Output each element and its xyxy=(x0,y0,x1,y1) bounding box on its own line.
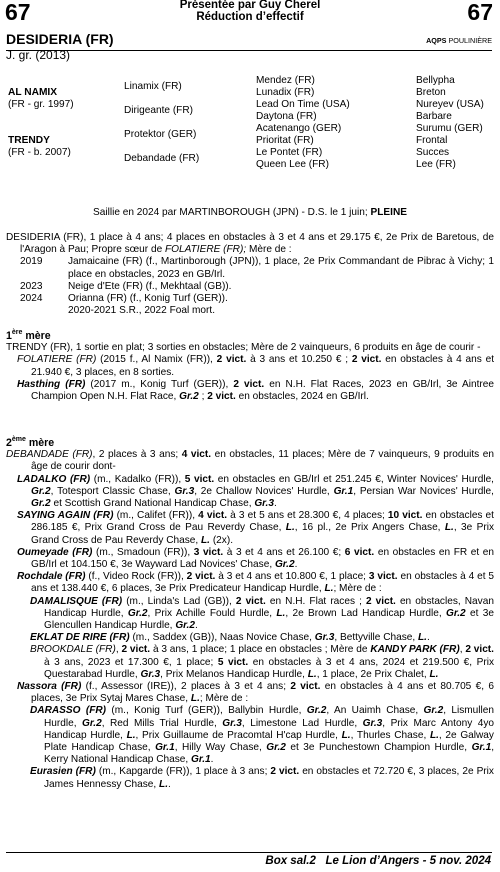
third-gen-produce: DARASSO (FR) (m., Konig Turf (GER)), Ballybin Hurdle, Gr.2, An Uaimh Chase, Gr.2, Lismullen Hurdle, Gr.2, Red Mills Trial Hurdle, Gr.3, Limestone Lad Hurdle, Gr.3, Prix Marc Antony 4yo Handicap Hurdle, L., Prix Guillaume de Pracomtal H'cap Hurdle, L., Thurles Chase, L., 2e Galway Plate Handicap Chase, Gr.1, Hilly Way Chase, Gr.2 et 3e Punchestown Champion Hurdle, Gr.1, Kerry National Handicap Chase, Gr.1. xyxy=(30,705,495,766)
second-dam-section xyxy=(6,437,494,791)
pedigree-dam-origin: (FR - b. 2007) xyxy=(8,147,71,158)
intro-section xyxy=(6,232,494,317)
pedigree-gen2: Protektor (GER) xyxy=(124,129,197,140)
third-gen-produce: DAMALISQUE (FR) (m., Linda's Lad (GB)), 2 vict. en N.H. Flat races ; 2 vict. en obstacles, Navan Handicap Hurdle, Gr.2, Prix Achille Fould Hurdle, L., 2e Brown Lad Handicap Hurdle, Gr.2 et 3e Glencullen Handicap Hurdle, Gr.2. xyxy=(30,595,494,632)
first-dam-produce: FOLATIERE (FR) (2015 f., Al Namix (FR)), 2 vict. à 3 ans et 10.250 € ; 2 vict. en obstacles à 4 ans et 21.940 €, 3 places, en 8 sorties. xyxy=(17,354,494,378)
pedigree-gen4: Bellypha xyxy=(416,75,455,86)
first-dam-paragraph: TRENDY (FR), 1 sortie en plat; 3 sorties en obstacles; Mère de 2 vainqueurs, 6 produits en âge de courir - xyxy=(6,342,481,354)
first-dam-title: 1ère mère xyxy=(6,329,51,342)
second-dam-title: 2ème mère xyxy=(6,436,55,449)
pedigree-gen4: Surumu (GER) xyxy=(416,123,483,134)
third-gen-produce: EKLAT DE RIRE (FR) (m., Saddex (GB)), Naas Novice Chase, Gr.3, Bettyville Chase, L.. xyxy=(30,632,430,644)
third-gen-produce: Eurasien (FR) (m., Kapgarde (FR)), 1 place à 3 ans; 2 vict. en obstacles et 72.720 €, 3 places, 2e Prix James Hennessy Chase, L.. xyxy=(30,766,494,790)
pedigree-gen4: Lee (FR) xyxy=(416,159,456,170)
pedigree-gen4: Barbare xyxy=(416,111,452,122)
reduction-label: Réduction d’effectif xyxy=(196,10,304,23)
horse-name: DESIDERIA (FR) xyxy=(6,31,114,47)
pedigree-gen4: Succes xyxy=(416,147,450,158)
pregnancy-status: PLEINE xyxy=(370,207,407,218)
second-dam-produce: LADALKO (FR) (m., Kadalko (FR)), 5 vict. en obstacles en GB/Irl et 251.245 €, Winter Novices' Hurdle, Gr.2, Totesport Classic Chase, Gr.3, 2e Challow Novices' Hurdle, Gr.1, Persian War Novices' Hurdle, Gr.2 et Scottish Grand National Handicap Chase, Gr.3. xyxy=(17,473,494,510)
footer-event: Le Lion d’Angers - 5 nov. 2024 xyxy=(325,855,491,867)
footer-divider xyxy=(6,852,492,853)
third-gen-produce: BROOKDALE (FR), 2 vict. à 3 ans, 1 place; 1 place en obstacles ; Mère de KANDY PARK (FR), 2 vict. à 3 ans, 2023 et 17.300 €, 1 place; 5 vict. en obstacles à 3 et 4 ans, 2024 et 219.500 €, Prix Questarabad Hurdle, Gr.3, Prix Melanos Handicap Hurdle, L., 1 place, 2e Prix Chalet, L. xyxy=(30,644,495,680)
lot-number-left: 67 xyxy=(5,0,31,25)
first-dam-produce: Hasthing (FR) (2017 m., Konig Turf (GER)), 2 vict. en N.H. Flat Races, 2023 en GB/Irl, 3e Aintree Champion Open N.H. Flat Race, Gr.2 ; 2 vict. en obstacles, 2024 en GB/Irl. xyxy=(17,378,494,403)
pedigree-gen3: Queen Lee (FR) xyxy=(256,159,329,170)
horse-status: AQPS POULINIÈRE xyxy=(426,36,492,45)
second-dam-produce: Oumeyade (FR) (m., Smadoun (FR)), 3 vict. à 3 et 4 ans et 26.100 €; 6 vict. en obstacles en FR et en GB/Irl et 104.150 €, 3e Wayward Lad Novices' Chase, Gr.2. xyxy=(17,546,495,571)
pedigree-gen3: Lunadix (FR) xyxy=(256,87,315,98)
intro-paragraph: DESIDERIA (FR), 1 place à 4 ans; 4 places en obstacles à 3 et 4 ans et 29.175 €, 2e Prix de Baretous, de l'Aragon à Pau; Propre sœur de FOLATIERE (FR); Mère de : xyxy=(6,232,494,256)
horse-description: J. gr. (2013) xyxy=(6,48,71,62)
produce-row: 2024 Orianna (FR) (f., Konig Turf (GER)). xyxy=(20,293,228,305)
covering-line: Saillie en 2024 par MARTINBOROUGH (JPN) - D.S. le 1 juin; PLEINE xyxy=(93,207,407,218)
footer xyxy=(265,855,491,867)
pedigree-gen2: Linamix (FR) xyxy=(124,81,182,92)
presented-by: Présentée par Guy Cherel xyxy=(179,0,321,11)
pedigree-gen3: Acatenango (GER) xyxy=(256,123,342,134)
second-dam-produce: SAYING AGAIN (FR) (m., Califet (FR)), 4 vict. à 3 et 5 ans et 28.300 €, 4 places; 10 vict. en obstacles et 286.185 €, Prix Grand Cross de Pau Reverdy Chase, L., 16 pl., 2e Prix Angers Chase, L., 3e Prix Grand Cross de Pau Reverdy Chase, L. (2x). xyxy=(17,510,495,546)
pedigree-gen2: Dirigeante (FR) xyxy=(124,105,193,116)
pedigree-gen4: Nureyev (USA) xyxy=(416,99,484,110)
pedigree-gen3: Lead On Time (USA) xyxy=(256,99,350,110)
pedigree-table xyxy=(0,0,500,180)
pedigree-gen4: Breton xyxy=(416,87,446,98)
second-dam-produce: Nassora (FR) (f., Assessor (IRE)), 2 places à 3 et 4 ans; 2 vict. en obstacles à 4 ans et 80.705 €, 6 places, 3e Prix Sytaj Mares Chase, L.; Mère de : xyxy=(17,681,494,705)
pedigree-gen3: Le Pontet (FR) xyxy=(256,147,323,158)
pedigree-gen3: Prioritat (FR) xyxy=(256,135,314,146)
pedigree-gen4: Frontal xyxy=(416,135,448,146)
second-dam-produce: Rochdale (FR) (f., Video Rock (FR)), 2 vict. à 3 et 4 ans et 10.800 €, 1 place; 3 vict. en obstacles à 4 et 5 ans et 138.440 €, 6 places, 3e Prix Predicateur Handicap Hurdle, L.; Mère de : xyxy=(17,571,495,595)
pedigree-gen3: Mendez (FR) xyxy=(256,75,315,86)
produce-row: 2020-2021 S.R., 2022 Foal mort. xyxy=(68,305,216,317)
first-dam-section xyxy=(6,330,494,403)
pedigree-gen2: Debandade (FR) xyxy=(124,153,200,164)
pedigree-sire-origin: (FR - gr. 1997) xyxy=(8,99,74,110)
second-dam-paragraph: DEBANDADE (FR), 2 places à 3 ans; 4 vict. en obstacles, 11 places; Mère de 7 vainqueurs, 9 produits en âge de courir dont- xyxy=(6,449,494,473)
pedigree-dam-name: TRENDY xyxy=(8,135,50,146)
footer-box: Box sal.2 xyxy=(265,855,316,867)
produce-row: 2023 Neige d'Ete (FR) (f., Mekhtaal (GB)). xyxy=(20,280,232,292)
pedigree-sire-name: AL NAMIX xyxy=(8,87,58,98)
lot-number-right: 67 xyxy=(467,0,493,25)
produce-row: 2019 Jamaicaine (FR) (f., Martinborough (JPN)), 1 place, 2e Prix Commandant de Pibrac à Vichy; 1 place en obstacles, 2023 en GB/Irl. xyxy=(20,256,494,280)
pedigree-gen3: Daytona (FR) xyxy=(256,111,317,122)
